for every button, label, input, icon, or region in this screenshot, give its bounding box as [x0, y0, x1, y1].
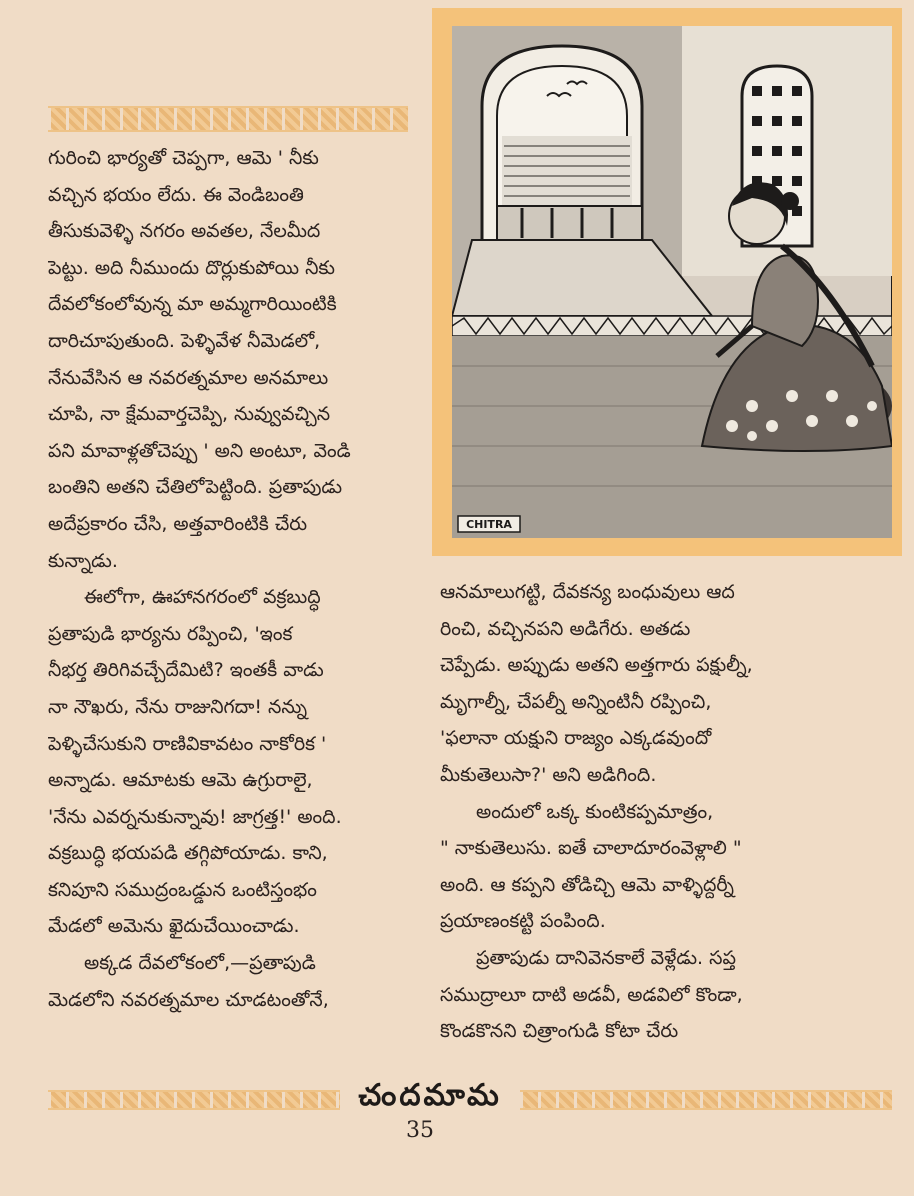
text-line: గురించి భార్యతో చెప్పగా, ఆమె ' నీకు [48, 147, 319, 169]
decorative-border-footer-right [520, 1090, 892, 1110]
text-line: అందులో ఒక్క కుంటికప్పమాత్రం, [476, 800, 714, 823]
text-line: వచ్చిన భయం లేదు. ఈ వెండిబంతి [48, 183, 304, 206]
text-line: ఆనమాలుగట్టి, దేవకన్య బంధువులు ఆద [440, 581, 735, 603]
text-line: ఈలోగా, ఊహానగరంలో వక్రబుద్ధి [84, 586, 321, 609]
text-line: సముద్రాలూ దాటి అడవీ, అడవిలో కొండా, [440, 983, 743, 1006]
text-line: రించి, వచ్చినపని అడిగేరు. అతడు [440, 617, 691, 640]
text-line: కొండకొనని చిత్రాంగుడి కోటా చేరు [440, 1020, 679, 1043]
text-line: దేవలోకంలోవున్న మా అమ్మగారియింటికి [48, 293, 337, 316]
text-line: వక్రబుద్ధి భయపడి తగ్గిపోయాడు. కాని, [48, 842, 328, 865]
text-line: పెట్టు. అది నీముందు దొర్లుకుపోయి నీకు [48, 256, 335, 279]
page-number: 35 [406, 1118, 434, 1143]
text-line: దారిచూపుతుంది. పెళ్ళివేళ నీమెడలో, [48, 329, 321, 352]
text-line: మృగాల్నీ, చేపల్నీ అన్నింటినీ రప్పించి, [440, 690, 712, 713]
text-line: నా నౌఖరు, నేను రాజునిగదా! నన్ను [48, 695, 308, 718]
text-line: 'నేను ఎవర్ననుకున్నావు! జాగ్రత్త!' అంది. [48, 805, 342, 828]
text-line: " నాకుతెలుసు. ఐతే చాలాదూరంవెళ్లాలి " [440, 837, 742, 860]
text-line: ప్రతాపుడు దానివెనకాలే వెళ్లేడు. సప్త [476, 946, 736, 969]
decorative-border-top [48, 106, 408, 132]
text-line: అదేప్రకారం చేసి, అత్తవారింటికి చేరు [48, 512, 308, 535]
text-line: పెళ్ళిచేసుకుని రాణివికావటం నాకోరిక ' [48, 732, 327, 755]
text-line: ప్రయాణంకట్టి పంపింది. [440, 910, 606, 933]
text-line: కున్నాడు. [48, 549, 118, 572]
story-illustration [432, 8, 902, 556]
text-line: అంది. ఆ కప్పని తోడిచ్చి ఆమె వాళ్ళిద్దర్నీ [440, 873, 734, 896]
artist-signature: CHITRA [466, 518, 512, 531]
left-text-column [48, 140, 420, 1018]
text-line: అన్నాడు. ఆమాటకు ఆమె ఉగ్రురాలై, [48, 769, 313, 792]
text-line: మీకుతెలుసా?' అని అడిగింది. [440, 763, 657, 786]
text-line: నీభర్త తిరిగివచ్చేదేమిటి? ఇంతకీ వాడు [48, 659, 324, 682]
text-line: 'ఫలానా యక్షుని రాజ్యం ఎక్కడవుందో [440, 727, 712, 750]
text-line: నేనువేసిన ఆ నవరత్నమాల అనమాలు [48, 366, 329, 389]
illustration-drawing [452, 26, 892, 538]
text-line: బంతిని అతని చేతిలోపెట్టింది. ప్రతాపుడు [48, 476, 343, 499]
text-line: మేడలో అమెను ఖైదుచేయించాడు. [48, 915, 300, 938]
decorative-border-footer-left [48, 1090, 340, 1110]
text-line: చూపి, నా క్షేమవార్తచెప్పి, నువ్వువచ్చిన [48, 403, 331, 426]
right-text-column [440, 574, 885, 1050]
magazine-masthead: చందమామ [358, 1078, 502, 1113]
text-line: పని మావాళ్లతోచెప్పు ' అని అంటూ, వెండి [48, 439, 351, 462]
text-line: అక్కడ దేవలోకంలో,—ప్రతాపుడి [84, 952, 316, 975]
text-line: ప్రతాపుడి భార్యను రప్పించి, 'ఇంక [48, 622, 293, 645]
text-line: మెడలోని నవరత్నమాల చూడటంతోనే, [48, 988, 329, 1011]
text-line: చెప్పేడు. అప్పుడు అతని అత్తగారు పక్షుల్నీ, [440, 654, 753, 677]
text-line: తీసుకువెళ్ళి నగరం అవతల, నేలమీద [48, 220, 321, 243]
text-line: కనిపూని సముద్రంఒడ్డున ఒంటిస్తంభం [48, 878, 317, 901]
